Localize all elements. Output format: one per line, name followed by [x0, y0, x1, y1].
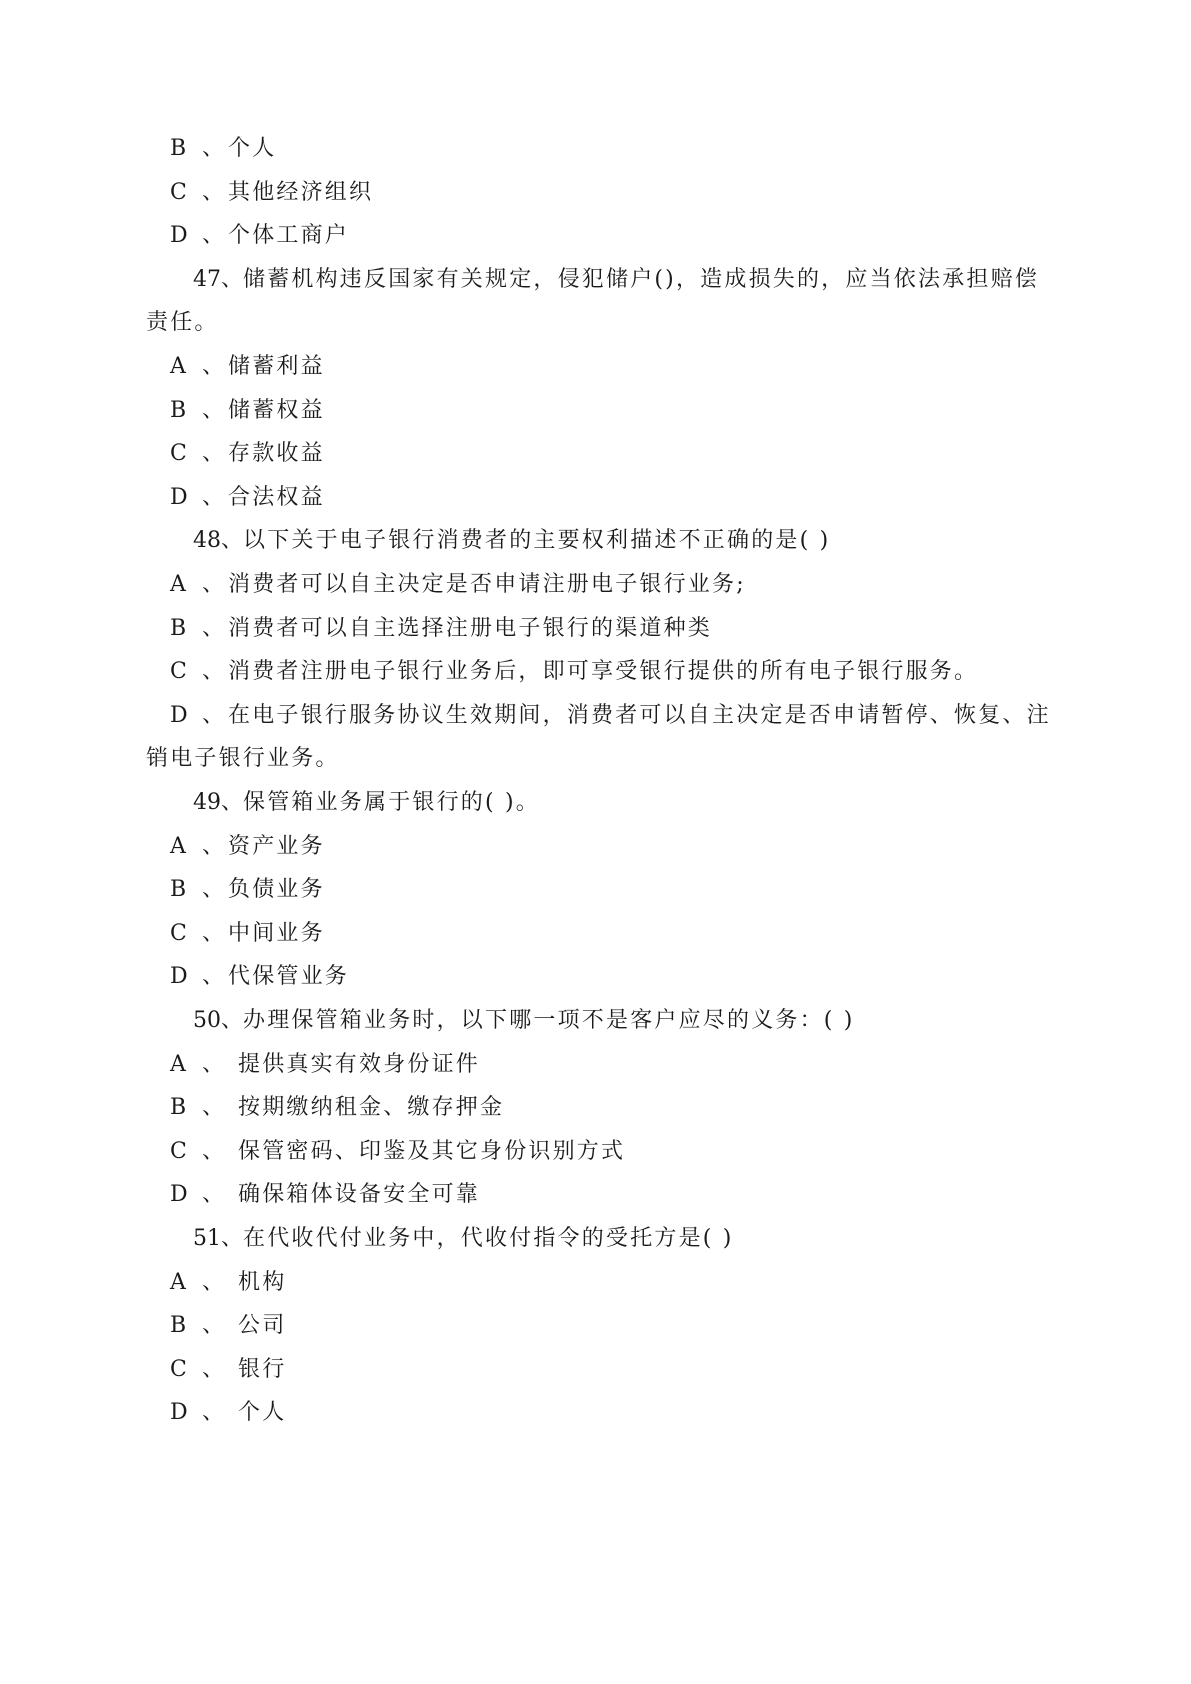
- option-separator: 、: [202, 397, 225, 423]
- question-text: 在代收代付业务中，代收付指令的受托方是( ): [243, 1226, 734, 1251]
- option-text: 存款收益: [228, 441, 325, 467]
- option-letter: C: [170, 1356, 187, 1382]
- option-separator: 、: [202, 1356, 225, 1382]
- option-text: 银行: [238, 1356, 287, 1382]
- option-letter: D: [170, 702, 188, 728]
- option-letter: D: [170, 964, 188, 990]
- option-letter: C: [170, 659, 187, 685]
- option-letter: A: [170, 354, 186, 379]
- option-text: 机构: [238, 1269, 287, 1295]
- option-letter: C: [170, 441, 187, 467]
- question-text: 以下关于电子银行消费者的主要权利描述不正确的是( ): [243, 528, 831, 554]
- option-letter: C: [170, 920, 187, 946]
- option-line: [170, 875, 325, 905]
- option-line: [170, 483, 325, 513]
- option-line: [170, 1137, 625, 1167]
- question-number: 50、: [193, 1008, 243, 1033]
- option-separator: 、: [202, 833, 225, 859]
- option-text: 在电子银行服务协议生效期间，消费者可以自主决定是否申请暂停、恢复、注: [228, 702, 1051, 728]
- option-text: 负债业务: [228, 877, 325, 903]
- option-text: 代保管业务: [228, 964, 350, 990]
- option-line: [170, 352, 325, 382]
- question-text: 保管箱业务属于银行的( )。: [243, 790, 540, 815]
- option-separator: 、: [202, 920, 225, 946]
- option-text: 资产业务: [228, 833, 325, 859]
- option-text: 消费者注册电子银行业务后，即可享受银行提供的所有电子银行服务。: [228, 659, 979, 685]
- option-text: 个体工商户: [228, 223, 350, 249]
- option-text: 保管密码、印鉴及其它身份识别方式: [238, 1138, 626, 1164]
- option-separator: 、: [202, 1400, 225, 1426]
- text-continuation: 销电子银行业务。: [146, 746, 340, 772]
- question-number: 51、: [193, 1226, 243, 1251]
- question-stem: [193, 1006, 855, 1036]
- option-text: 消费者可以自主决定是否申请注册电子银行业务;: [228, 572, 746, 597]
- option-line: [170, 570, 746, 600]
- question-stem: [193, 526, 830, 556]
- option-line: [170, 832, 325, 862]
- option-line: [170, 1355, 286, 1385]
- option-separator: 、: [202, 572, 225, 597]
- option-text: 中间业务: [228, 920, 325, 946]
- option-separator: 、: [202, 964, 225, 990]
- option-line: [170, 614, 712, 644]
- option-letter: A: [170, 572, 186, 597]
- option-separator: 、: [202, 1313, 225, 1339]
- text-continuation: 责任。: [146, 310, 219, 336]
- option-letter: D: [170, 1400, 188, 1426]
- option-text: 公司: [238, 1313, 287, 1339]
- option-line: [170, 1050, 480, 1080]
- option-line: [170, 178, 373, 208]
- option-line: [170, 396, 325, 426]
- option-separator: 、: [202, 702, 225, 728]
- option-text: 按期缴纳租金、缴存押金: [238, 1095, 505, 1121]
- option-letter: A: [170, 1269, 186, 1295]
- option-letter: B: [170, 397, 187, 423]
- option-letter: B: [170, 877, 187, 903]
- option-text: 个人: [238, 1400, 287, 1426]
- option-text: 提供真实有效身份证件: [238, 1051, 481, 1077]
- option-line: [170, 1398, 286, 1428]
- option-separator: 、: [202, 354, 225, 379]
- question-number: 49、: [193, 790, 243, 815]
- option-text: 其他经济组织: [228, 179, 374, 205]
- question-number: 47、: [193, 266, 243, 292]
- option-separator: 、: [202, 223, 225, 249]
- option-line: [170, 1268, 286, 1298]
- option-letter: D: [170, 484, 188, 510]
- option-separator: 、: [202, 441, 225, 467]
- option-letter: C: [170, 1138, 187, 1164]
- option-line: [170, 221, 349, 251]
- option-line: [170, 1311, 286, 1341]
- option-line: [170, 134, 276, 164]
- option-letter: C: [170, 179, 187, 205]
- option-separator: 、: [202, 615, 225, 641]
- option-separator: 、: [202, 136, 225, 161]
- question-stem: [193, 265, 1039, 295]
- option-letter: B: [170, 136, 187, 161]
- question-number: 48、: [193, 528, 243, 554]
- option-text: 储蓄利益: [228, 354, 325, 379]
- option-letter: B: [170, 615, 187, 641]
- option-separator: 、: [202, 1182, 225, 1208]
- question-stem: [193, 1224, 734, 1254]
- question-stem: [193, 788, 540, 818]
- option-line: [170, 1180, 480, 1210]
- option-letter: B: [170, 1095, 187, 1121]
- option-separator: 、: [202, 1138, 225, 1164]
- option-line: [170, 657, 978, 687]
- option-separator: 、: [202, 1051, 225, 1077]
- option-text: 确保箱体设备安全可靠: [238, 1182, 481, 1208]
- option-letter: A: [170, 833, 186, 859]
- option-text: 个人: [228, 136, 277, 161]
- option-line: [170, 919, 325, 949]
- option-separator: 、: [202, 1095, 225, 1121]
- option-text: 合法权益: [228, 484, 325, 510]
- question-text: 储蓄机构违反国家有关规定，侵犯储户()，造成损失的，应当依法承担赔偿: [243, 266, 1039, 292]
- option-separator: 、: [202, 179, 225, 205]
- option-line: [170, 962, 349, 992]
- option-letter: D: [170, 1182, 188, 1208]
- option-line: [170, 1093, 504, 1123]
- option-letter: D: [170, 223, 188, 249]
- option-line: [170, 701, 1051, 731]
- option-text: 储蓄权益: [228, 397, 325, 423]
- option-separator: 、: [202, 877, 225, 903]
- option-separator: 、: [202, 484, 225, 510]
- option-letter: B: [170, 1313, 187, 1339]
- option-letter: A: [170, 1051, 186, 1077]
- option-line: [170, 439, 325, 469]
- question-text: 办理保管箱业务时，以下哪一项不是客户应尽的义务：( ): [243, 1008, 855, 1033]
- option-separator: 、: [202, 1269, 225, 1295]
- option-separator: 、: [202, 659, 225, 685]
- option-text: 消费者可以自主选择注册电子银行的渠道种类: [228, 615, 713, 641]
